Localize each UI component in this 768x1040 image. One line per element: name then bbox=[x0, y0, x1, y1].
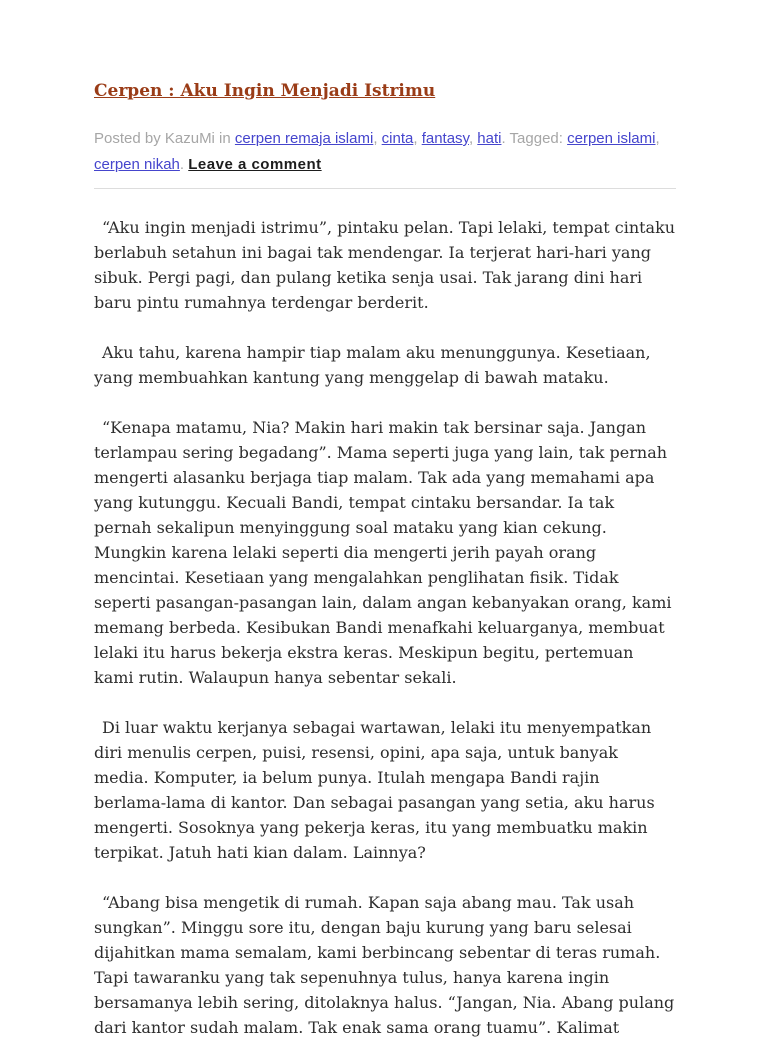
category-link-fantasy[interactable]: fantasy bbox=[421, 130, 469, 147]
tag-link-cerpen-islami[interactable]: cerpen islami bbox=[567, 130, 656, 147]
category-link-hati[interactable]: hati bbox=[477, 130, 502, 147]
posted-by-text: Posted by KazuMi in bbox=[94, 130, 231, 147]
meta-divider bbox=[94, 188, 676, 189]
story-paragraph-5: “Abang bisa mengetik di rumah. Kapan saja abang mau. Tak usah sungkan”. Minggu sore itu, dengan baju kurung yang baru selesai dijahitkan mama semalam, kami berbincang sebentar di teras rumah. Tapi tawaranku yang tak sepenuhnya tulus, hanya karena ingin bersamanya lebih sering, ditolaknya halus. “Jangan, Nia. Abang pulang dari kantor sudah malam. Tak enak sama orang tuamu”. Kalimat bbox=[94, 893, 675, 1037]
tag-link-cerpen-nikah[interactable]: cerpen nikah bbox=[94, 156, 180, 173]
post-body bbox=[94, 215, 676, 1040]
meta-separator: . bbox=[501, 130, 506, 147]
post-meta bbox=[94, 126, 676, 178]
leave-a-comment-link[interactable]: Leave a comment bbox=[188, 156, 322, 173]
post-title-link[interactable]: Cerpen : Aku Ingin Menjadi Istrimu bbox=[94, 81, 436, 101]
tagged-label: Tagged: bbox=[509, 130, 563, 147]
story-paragraph-1: “Aku ingin menjadi istrimu”, pintaku pelan. Tapi lelaki, tempat cintaku berlabuh setahun ini bagai tak mendengar. Ia terjerat hari-hari yang sibuk. Pergi pagi, dan pulang ketika senja usai. Tak jarang dini hari baru pintu rumahnya terdengar berderit. bbox=[94, 218, 676, 312]
meta-separator: , bbox=[655, 130, 660, 147]
story-paragraph-2: Aku tahu, karena hampir tiap malam aku menunggunya. Kesetiaan, yang membuahkan kantung yang menggelap di bawah mataku. bbox=[94, 343, 651, 387]
story-paragraph-4: Di luar waktu kerjanya sebagai wartawan, lelaki itu menyempatkan diri menulis cerpen, puisi, resensi, opini, apa saja, untuk banyak media. Komputer, ia belum punya. Itulah mengapa Bandi rajin berlama-lama di kantor. Dan sebagai pasangan yang setia, aku harus mengerti. Sosoknya yang pekerja keras, itu yang membuatku makin terpikat. Jatuh hati kian dalam. Lainnya? bbox=[94, 718, 655, 862]
meta-separator: , bbox=[468, 130, 474, 147]
meta-separator: , bbox=[413, 130, 418, 147]
category-link-cinta[interactable]: cinta bbox=[381, 130, 414, 147]
story-paragraph-3: “Kenapa matamu, Nia? Makin hari makin tak bersinar saja. Jangan terlampau sering begadang”. Mama seperti juga yang lain, tak pernah mengerti alasanku berjaga tiap malam. Tak ada yang memahami apa yang kutunggu. Kecuali Bandi, tempat cintaku bersandar. Ia tak pernah sekalipun menyinggung soal mataku yang kian cekung. Mungkin karena lelaki seperti dia mengerti jerih payah orang mencintai. Kesetiaan yang mengalahkan penglihatan fisik. Tidak seperti pasangan-pasangan lain, dalam angan kebanyakan orang, kami memang berbeda. Kesibukan Bandi menafkahi keluarganya, membuat lelaki itu harus bekerja ekstra keras. Meskipun begitu, pertemuan kami rutin. Walaupun hanya sebentar sekali. bbox=[94, 418, 672, 687]
meta-separator: , bbox=[373, 130, 378, 147]
meta-separator: . bbox=[179, 156, 185, 173]
post-title bbox=[94, 80, 676, 102]
category-link-cerpen-remaja-islami[interactable]: cerpen remaja islami bbox=[234, 130, 374, 147]
